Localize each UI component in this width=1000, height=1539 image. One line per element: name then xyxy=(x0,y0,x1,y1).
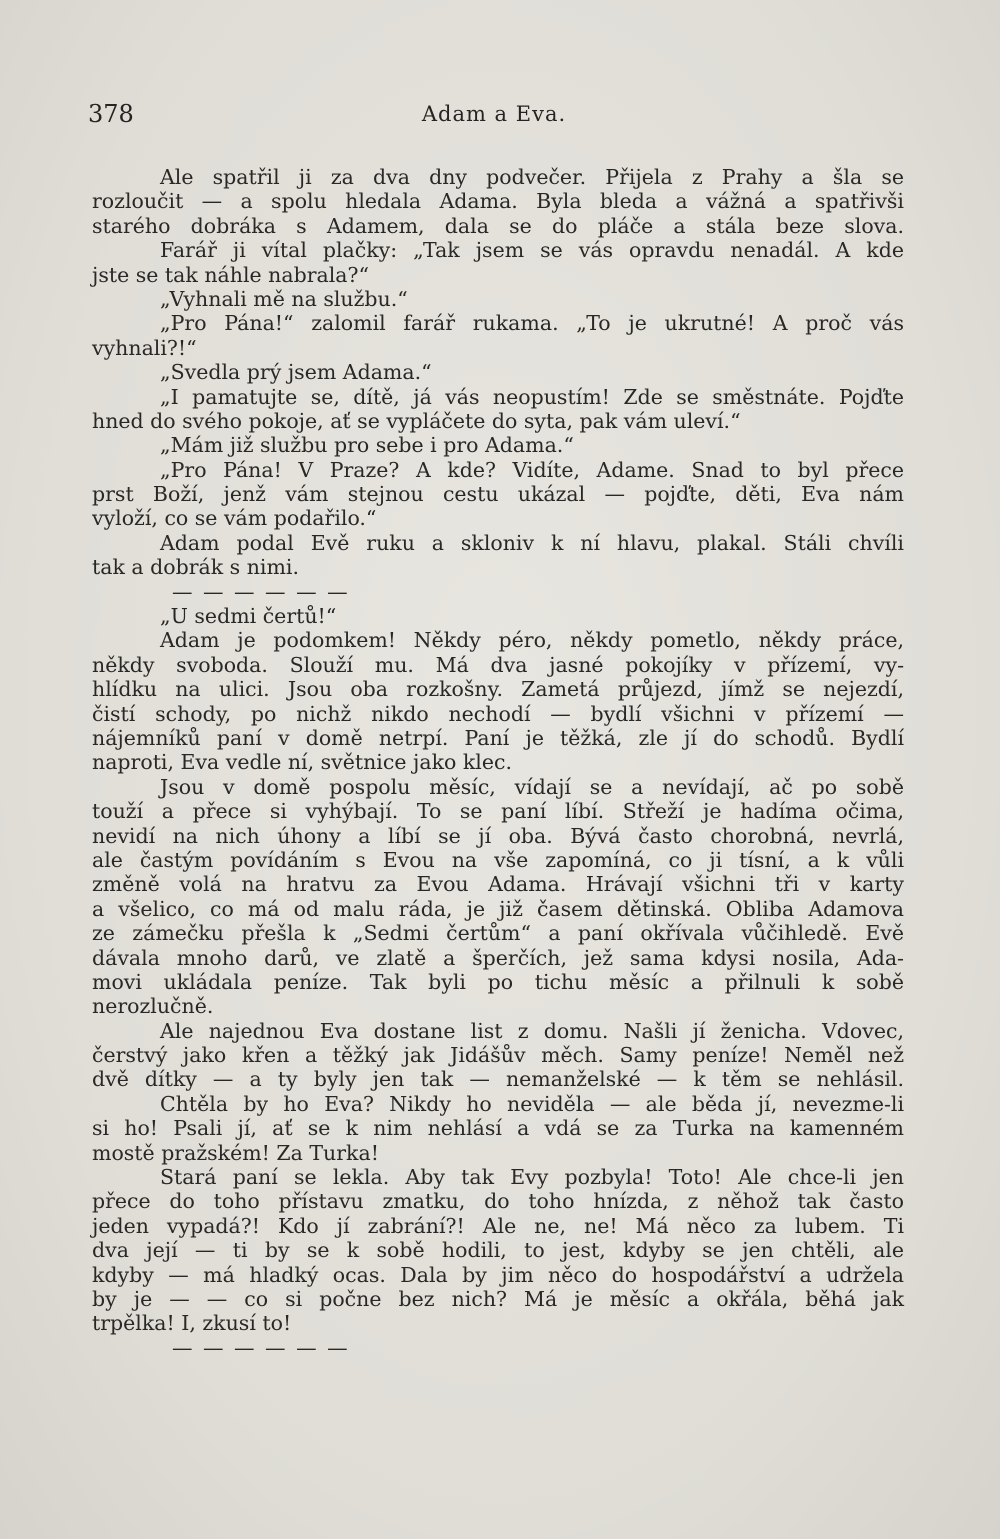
text-line: čistí schody, po nichž nikdo nechodí — bydlí všichni v přízemí — xyxy=(92,701,904,726)
text-line: Adam podal Evě ruku a skloniv k ní hlavu, plakal. Stáli chvíli xyxy=(160,530,904,555)
text-line: si ho! Psali jí, ať se k nim nehlásí a vdá se za Turka na kamenném xyxy=(92,1116,904,1141)
page-number: 378 xyxy=(88,100,134,128)
text-line: trpělka! I, zkusí to! xyxy=(92,1311,292,1336)
text-line: a všelico, co má od malu ráda, je již časem dětinská. Obliba Adamova xyxy=(92,896,904,921)
text-line: rozloučit — a spolu hledala Adama. Byla bleda a vážná a spatřivši xyxy=(92,189,904,214)
text-line: změně volá na hratvu za Evou Adama. Hrávají všichni tři v karty xyxy=(92,872,904,897)
running-title: Adam a Eva. xyxy=(421,102,567,126)
text-line: „Pro Pána! V Praze? A kde? Vidíte, Adame. Snad to byl přece xyxy=(160,457,904,482)
text-line: hned do svého pokoje, ať se vypláčete do syta, pak vám uleví.“ xyxy=(92,408,741,433)
text-line: jste se tak náhle nabrala?“ xyxy=(92,262,369,287)
text-line: „U sedmi čertů!“ xyxy=(160,604,337,629)
text-line: Stará paní se lekla. Aby tak Evy pozbyla! Toto! Ale chce-li jen xyxy=(160,1165,904,1190)
section-break: — — — — — — xyxy=(172,579,350,604)
text-line: vyhnali?!“ xyxy=(92,335,197,360)
section-break: — — — — — — xyxy=(172,1335,350,1360)
text-line: Ale najednou Eva dostane list z domu. Našli jí ženicha. Vdovec, xyxy=(160,1018,904,1043)
text-line: dva její — ti by se k sobě hodili, to jest, kdyby se jen chtěli, ale xyxy=(92,1238,904,1263)
text-line: Adam je podomkem! Někdy péro, někdy pometlo, někdy práce, xyxy=(160,628,904,653)
text-line: čerstvý jako křen a těžký jak Jidášův měch. Samy peníze! Neměl než xyxy=(92,1043,904,1068)
text-line: „Mám již službu pro sebe i pro Adama.“ xyxy=(160,433,574,458)
text-line: Farář ji vítal plačky: „Tak jsem se vás opravdu nenadál. A kde xyxy=(160,238,904,263)
text-line: prst Boží, jenž vám stejnou cestu ukázal — pojďte, děti, Eva nám xyxy=(92,482,904,507)
text-line: tak a dobrák s nimi. xyxy=(92,555,299,580)
text-line: ze zámečku přešla k „Sedmi čertům“ a paní okřívala vůčihledě. Evě xyxy=(92,921,904,946)
text-line: kdyby — má hladký ocas. Dala by jim něco do hospodářství a udržela xyxy=(92,1262,904,1287)
text-line: starého dobráka s Adamem, dala se do pláče a stála beze slova. xyxy=(92,213,904,238)
body-text xyxy=(92,165,904,1360)
text-line: jeden vypadá?! Kdo jí zabrání?! Ale ne, ne! Má něco za lubem. Ti xyxy=(92,1213,904,1238)
text-line: touží a přece si vyhýbají. To se paní líbí. Střeží je hadíma očima, xyxy=(92,799,904,824)
text-line: mostě pražském! Za Turka! xyxy=(92,1140,379,1165)
text-line: dvě dítky — a ty byly jen tak — nemanželské — k těm se nehlásil. xyxy=(92,1067,904,1092)
text-line: naproti, Eva vedle ní, světnice jako klec. xyxy=(92,750,512,775)
text-line: nevidí na nich úhony a líbí se jí oba. Bývá často chorobná, nevrlá, xyxy=(92,823,904,848)
text-line: „I pamatujte se, dítě, já vás neopustím! Zde se směstnáte. Pojďte xyxy=(160,384,904,409)
text-line: movi ukládala peníze. Tak byli po tichu měsíc a přilnuli k sobě xyxy=(92,969,904,994)
text-line: nerozlučně. xyxy=(92,994,214,1019)
text-line: hlídku na ulici. Jsou oba rozkošny. Zametá průjezd, jímž se nejezdí, xyxy=(92,677,904,702)
text-line: „Vyhnali mě na službu.“ xyxy=(160,286,408,311)
text-line: „Svedla prý jsem Adama.“ xyxy=(160,360,432,385)
text-line: nájemníků paní v domě netrpí. Paní je těžká, zle jí do schodů. Bydlí xyxy=(92,725,904,750)
text-line: Ale spatřil ji za dva dny podvečer. Přijela z Prahy a šla se xyxy=(160,165,904,189)
text-line: přece do toho přístavu zmatku, do toho hnízda, z něhož tak často xyxy=(92,1189,904,1214)
text-line: Chtěla by ho Eva? Nikdy ho neviděla — ale běda jí, nevezme-li xyxy=(160,1091,904,1116)
text-line: vyloží, co se vám podařilo.“ xyxy=(92,506,377,531)
text-line: „Pro Pána!“ zalomil farář rukama. „To je ukrutné! A proč vás xyxy=(160,311,904,336)
text-line: ale častým povídáním s Evou na vše zapomíná, co ji tísní, a k vůli xyxy=(92,847,904,872)
text-line: někdy svoboda. Slouží mu. Má dva jasné pokojíky v přízemí, vy- xyxy=(92,652,904,677)
page-header xyxy=(88,100,900,136)
text-line: by je — — co si počne bez nich? Má je měsíc a okřála, běhá jak xyxy=(92,1286,904,1311)
text-line: Jsou v domě pospolu měsíc, vídají se a nevídají, ač po sobě xyxy=(160,774,904,799)
text-line: dávala mnoho darů, ve zlatě a šperčích, jež sama kdysi nosila, Ada- xyxy=(92,945,904,970)
